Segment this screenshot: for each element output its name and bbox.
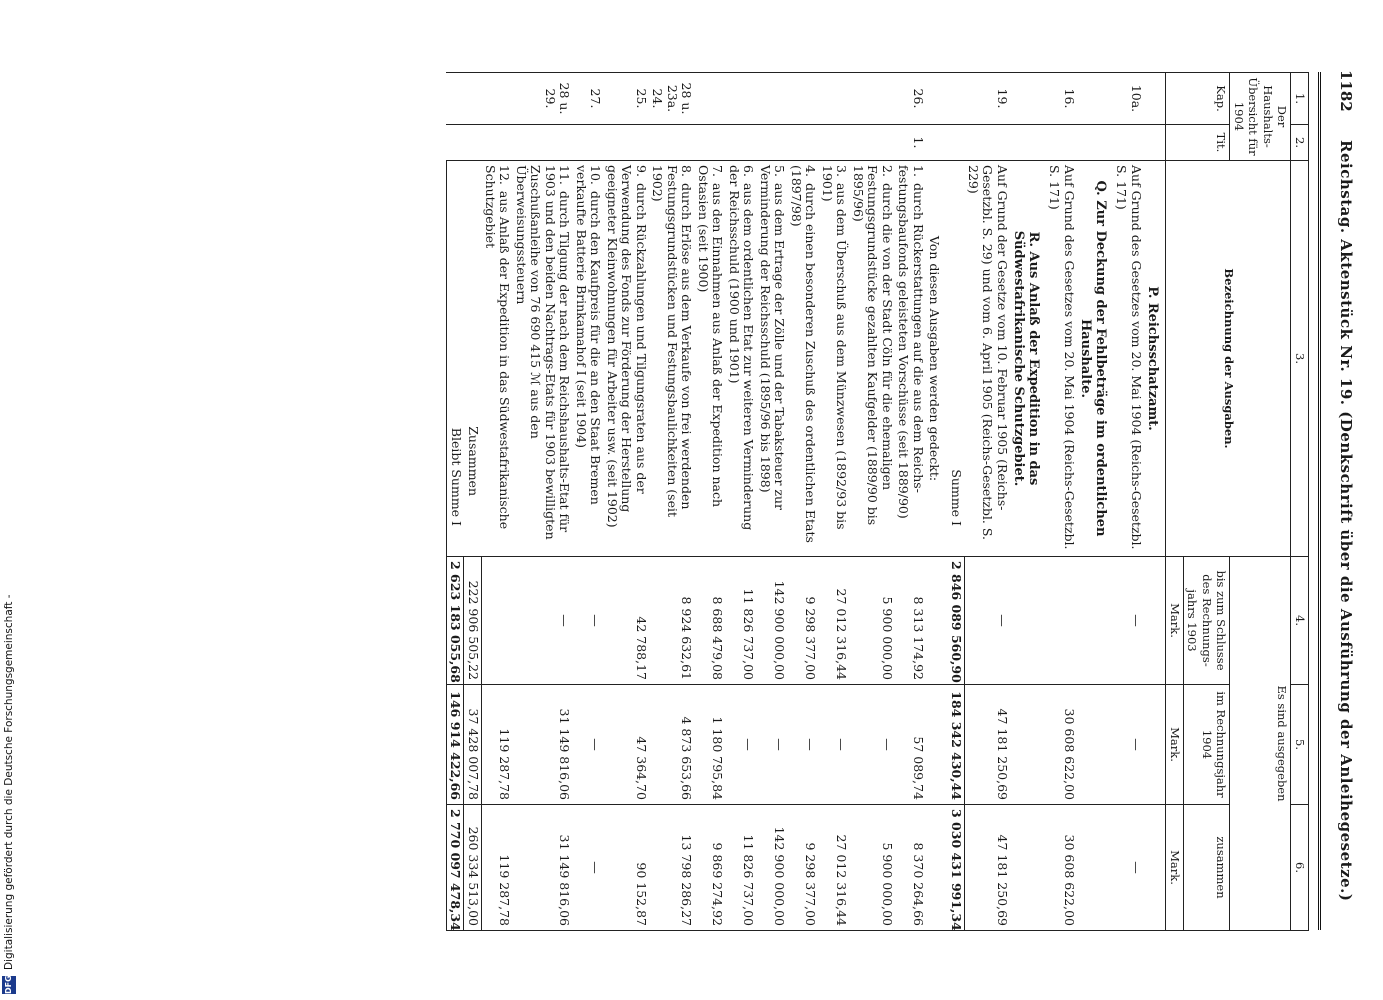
deduction-row	[850, 73, 896, 931]
tit-cell	[726, 125, 757, 161]
value-total: —	[573, 805, 604, 931]
item-number: 9.	[634, 165, 649, 177]
item-text: aus dem ordentlichen Etat zur weiteren Verminderung der Reichsschuld (1900 und 1901)	[727, 165, 757, 531]
value-1904: 4 873 653,66	[649, 685, 695, 805]
col-num-2: 2.	[1291, 125, 1309, 161]
description-cell: Auf Grund der Gesetze vom 10. Februar 1905 (Reichs-Gesetzbl. S. 29) und vom 6. April 1905 (Reichs-Gesetzbl. S. 229)	[965, 161, 1011, 557]
section-q-row	[1046, 73, 1077, 931]
value-until-1903: —	[965, 557, 1011, 685]
item-text: durch Rückzahlungen und Tilgungsraten aus der Verwendung des Fonds zur Förderung der Herstellung geeigneter Kleinwohnungen für Arbeiter usw. (seit 1902)	[605, 165, 649, 528]
value-1904: 31 149 816,06	[513, 685, 573, 805]
bleibt-until-1903: 2 623 183 055,68	[447, 557, 465, 685]
description-cell	[573, 161, 604, 557]
bleibt-total: 2 770 097 478,34	[447, 805, 465, 931]
kap-cell	[482, 73, 513, 125]
item-number: 3.	[834, 165, 850, 177]
value-1904: —	[573, 685, 604, 805]
unit-6: Mark.	[1166, 805, 1184, 931]
col-num-4: 4.	[1291, 557, 1309, 685]
deduction-row	[819, 73, 850, 931]
deduction-row	[513, 73, 573, 931]
summe-total: 3 030 431 991,34	[948, 805, 965, 931]
section-p-title: P. Reichsschatzamt.	[1144, 161, 1166, 557]
value-1904: —	[757, 685, 788, 805]
zusammen-until-1903: 222 906 505,22	[464, 557, 482, 685]
summe-label: Summe I	[948, 161, 965, 557]
col-num-6: 6.	[1291, 805, 1309, 931]
value-until-1903: 27 012 316,44	[819, 557, 850, 685]
item-number: 8.	[679, 165, 695, 177]
value-until-1903	[482, 557, 513, 685]
tit-cell	[513, 125, 573, 161]
kap-cell: 25.	[604, 73, 650, 125]
description-cell	[788, 161, 819, 557]
value-total: 5 900 000,00	[850, 805, 896, 931]
value-1904: —	[1113, 685, 1144, 805]
zusammen-total: 260 334 513,00	[464, 805, 482, 931]
kap-cell: 16.	[1046, 73, 1077, 125]
description-cell	[850, 161, 896, 557]
deductions-intro-row	[926, 73, 948, 931]
deduction-row	[695, 73, 726, 931]
value-1904: —	[850, 685, 896, 805]
item-text: durch die von der Stadt Cöln für die ehemaligen Festungsgrundstücke gezahlten Kaufgelder (1889/90 bis 1895/96)	[851, 165, 895, 526]
item-text: aus dem Überschuß aus dem Münzwesen (1892/93 bis 1901)	[820, 165, 850, 530]
deduction-rows	[482, 73, 927, 931]
item-number: 12.	[497, 165, 513, 185]
bleibt-label: Bleibt Summe I	[447, 161, 465, 557]
description-cell	[819, 161, 850, 557]
description-cell: Auf Grund des Gesetzes vom 20. Mai 1904 (Reichs-Gesetzbl. S. 171)	[1046, 161, 1077, 557]
section-p-heading-row	[1144, 73, 1166, 931]
deduction-row	[895, 73, 926, 931]
kap-cell: 28 u. 29.	[513, 73, 573, 125]
value-total: 119 287,78	[482, 805, 513, 931]
value-total: 9 869 274,92	[695, 805, 726, 931]
value-1904: 119 287,78	[482, 685, 513, 805]
value-total: 11 826 737,00	[726, 805, 757, 931]
tit-cell	[482, 125, 513, 161]
value-until-1903: —	[513, 557, 573, 685]
header-rule	[1318, 72, 1321, 930]
item-number: 6.	[741, 165, 757, 177]
tit-cell	[819, 125, 850, 161]
col-total-heading: zusammen	[1184, 805, 1231, 931]
summe-row	[948, 73, 965, 931]
kap-cell: 26.	[895, 73, 926, 125]
item-text: aus den Einnahmen aus Anlaß der Expedition nach Ostasien (seit 1900)	[696, 165, 726, 508]
header-row-1	[1230, 73, 1291, 931]
deduction-row	[604, 73, 650, 931]
tit-cell	[649, 125, 695, 161]
description-cell	[649, 161, 695, 557]
value-until-1903: 42 788,17	[604, 557, 650, 685]
tit-cell	[604, 125, 650, 161]
item-text: aus dem Ertrage der Zölle und der Tabaksteuer zur Verminderung der Reichsschuld (1895/96 bis 1898)	[758, 165, 788, 511]
value-total: 90 152,87	[604, 805, 650, 931]
value-1904: 47 181 250,69	[965, 685, 1011, 805]
value-total: 27 012 316,44	[819, 805, 850, 931]
item-text: durch Tilgung der nach dem Reichshaushalts-Etat für 1903 und den beiden Nachtrags-Etats für 1903 bewilligten Zuschußanleihe von 76 690 415 ℳ aus den Überweisungssteuern	[514, 165, 573, 540]
page-header	[1329, 30, 1359, 970]
section-p-row	[1113, 73, 1144, 931]
col-group-heading: Es sind ausgegeben	[1230, 557, 1291, 931]
value-total: 31 149 816,06	[513, 805, 573, 931]
tit-cell	[788, 125, 819, 161]
value-total: 142 900 000,00	[757, 805, 788, 931]
summe-until-1903: 2 846 089 560,90	[948, 557, 965, 685]
deduction-row	[573, 73, 604, 931]
item-number: 4.	[803, 165, 819, 177]
value-until-1903: 9 298 377,00	[788, 557, 819, 685]
description-cell: Auf Grund des Gesetzes vom 20. Mai 1904 (Reichs-Gesetzbl. S. 171)	[1113, 161, 1144, 557]
item-number: 2.	[880, 165, 895, 177]
zusammen-row	[464, 73, 482, 931]
section-q-heading-row	[1077, 73, 1113, 931]
credit-text: Digitalisierung gefördert durch die Deutsche Forschungsgemeinschaft -	[3, 594, 15, 970]
item-number: 5.	[772, 165, 788, 177]
value-1904: 1 180 795,84	[695, 685, 726, 805]
digitization-credit	[0, 0, 22, 1000]
section-q-title: Q. Zur Deckung der Fehlbeträge im ordentlichen Haushalte.	[1077, 161, 1113, 557]
col-until-1903-heading: bis zum Schlusse des Rechnungs-jahrs 1903	[1184, 557, 1231, 685]
kap-cell	[695, 73, 726, 125]
value-until-1903: 11 826 737,00	[726, 557, 757, 685]
tit-cell: 1.	[895, 125, 926, 161]
deductions-intro: Von diesen Ausgaben werden gedeckt:	[926, 161, 948, 557]
value-total: 8 370 264,66	[895, 805, 926, 931]
item-text: durch einen besonderen Zuschuß des ordentlichen Etats (1897/98)	[789, 165, 819, 543]
value-until-1903: —	[1113, 557, 1144, 685]
value-total: 47 181 250,69	[965, 805, 1011, 931]
item-text: durch Erlöse aus dem Verkaufe von frei werdenden Festungsgrundstücken und Festungsbaulichkeiten (seit 1902)	[650, 165, 695, 518]
col-kap-heading: Kap.	[1166, 73, 1230, 125]
item-text: durch Rückerstattungen auf die aus dem Reichs-festungsbaufonds geleisteten Vorschüsse (seit 1889/90)	[896, 165, 926, 519]
bleibt-row	[447, 73, 465, 931]
value-until-1903: 5 900 000,00	[850, 557, 896, 685]
bleibt-1904: 146 914 422,66	[447, 685, 465, 805]
description-cell	[513, 161, 573, 557]
col-description-heading: Bezeichnung der Ausgaben.	[1166, 161, 1291, 557]
description-cell	[757, 161, 788, 557]
value-1904: 47 364,70	[604, 685, 650, 805]
deduction-row	[649, 73, 695, 931]
kap-cell: 27.	[573, 73, 604, 125]
col-1904-heading: im Rechnungsjahr 1904	[1184, 685, 1231, 805]
value-1904: 57 089,74	[895, 685, 926, 805]
kap-cell	[788, 73, 819, 125]
tit-cell	[757, 125, 788, 161]
item-number: 11.	[557, 165, 573, 185]
value-until-1903: —	[573, 557, 604, 685]
section-r-title: R. Aus Anlaß der Expedition in das Südwestafrikanische Schutzgebiet.	[1010, 161, 1046, 557]
kap-cell: 19.	[965, 73, 1011, 125]
unit-4: Mark.	[1166, 557, 1184, 685]
item-number: 1.	[911, 165, 926, 177]
description-cell	[695, 161, 726, 557]
value-1904: —	[819, 685, 850, 805]
tit-cell	[573, 125, 604, 161]
expenditure-table	[446, 72, 1309, 931]
tit-cell	[695, 125, 726, 161]
deduction-row	[726, 73, 757, 931]
item-text: durch den Kaufpreis für die an den Staat Bremen verkaufte Batterie Brinkamahof I (seit 1904)	[574, 165, 604, 505]
column-number-row	[1291, 73, 1309, 931]
value-total: 30 608 622,00	[1046, 805, 1077, 931]
value-until-1903: 8 688 479,08	[695, 557, 726, 685]
value-1904: —	[788, 685, 819, 805]
unit-5: Mark.	[1166, 685, 1184, 805]
summe-1904: 184 342 430,44	[948, 685, 965, 805]
col-num-5: 5.	[1291, 685, 1309, 805]
value-1904: —	[726, 685, 757, 805]
item-number: 10.	[588, 165, 604, 185]
kap-cell	[850, 73, 896, 125]
description-cell	[604, 161, 650, 557]
page-title: Reichstag. Aktenstück Nr. 19. (Denkschrift über die Ausführung der Anleihegesetze.)	[1337, 140, 1355, 902]
item-number: 7.	[710, 165, 726, 177]
section-r-heading-row	[1010, 73, 1046, 931]
item-text: aus Anlaß der Expedition in das Südwestafrikanische Schutzgebiet	[483, 165, 513, 530]
zusammen-1904: 37 428 007,78	[464, 685, 482, 805]
value-until-1903: 8 924 632,61	[649, 557, 695, 685]
col-tit-heading: Tit.	[1166, 125, 1230, 161]
value-total: —	[1113, 805, 1144, 931]
description-cell	[482, 161, 513, 557]
col-overview-heading: Der Haushalts-Übersicht für 1904	[1230, 73, 1291, 161]
value-total: 9 298 377,00	[788, 805, 819, 931]
value-until-1903: 8 313 174,92	[895, 557, 926, 685]
col-num-3: 3.	[1291, 161, 1309, 557]
kap-cell: 28 u. 23a. 24.	[649, 73, 695, 125]
value-until-1903: 142 900 000,00	[757, 557, 788, 685]
dfg-logo: DFG	[2, 976, 16, 994]
deduction-row	[482, 73, 513, 931]
description-cell	[895, 161, 926, 557]
value-1904: 30 608 622,00	[1046, 685, 1077, 805]
page-number: 1182	[1337, 70, 1355, 112]
kap-cell	[819, 73, 850, 125]
kap-cell	[757, 73, 788, 125]
section-r-row	[965, 73, 1011, 931]
zusammen-label: Zusammen	[464, 161, 482, 557]
deduction-row	[757, 73, 788, 931]
description-cell	[726, 161, 757, 557]
kap-cell: 10a.	[1113, 73, 1144, 125]
value-until-1903	[1046, 557, 1077, 685]
deduction-row	[788, 73, 819, 931]
tit-cell	[850, 125, 896, 161]
kap-cell	[726, 73, 757, 125]
value-total: 13 798 286,27	[649, 805, 695, 931]
col-num-1: 1.	[1291, 73, 1309, 125]
